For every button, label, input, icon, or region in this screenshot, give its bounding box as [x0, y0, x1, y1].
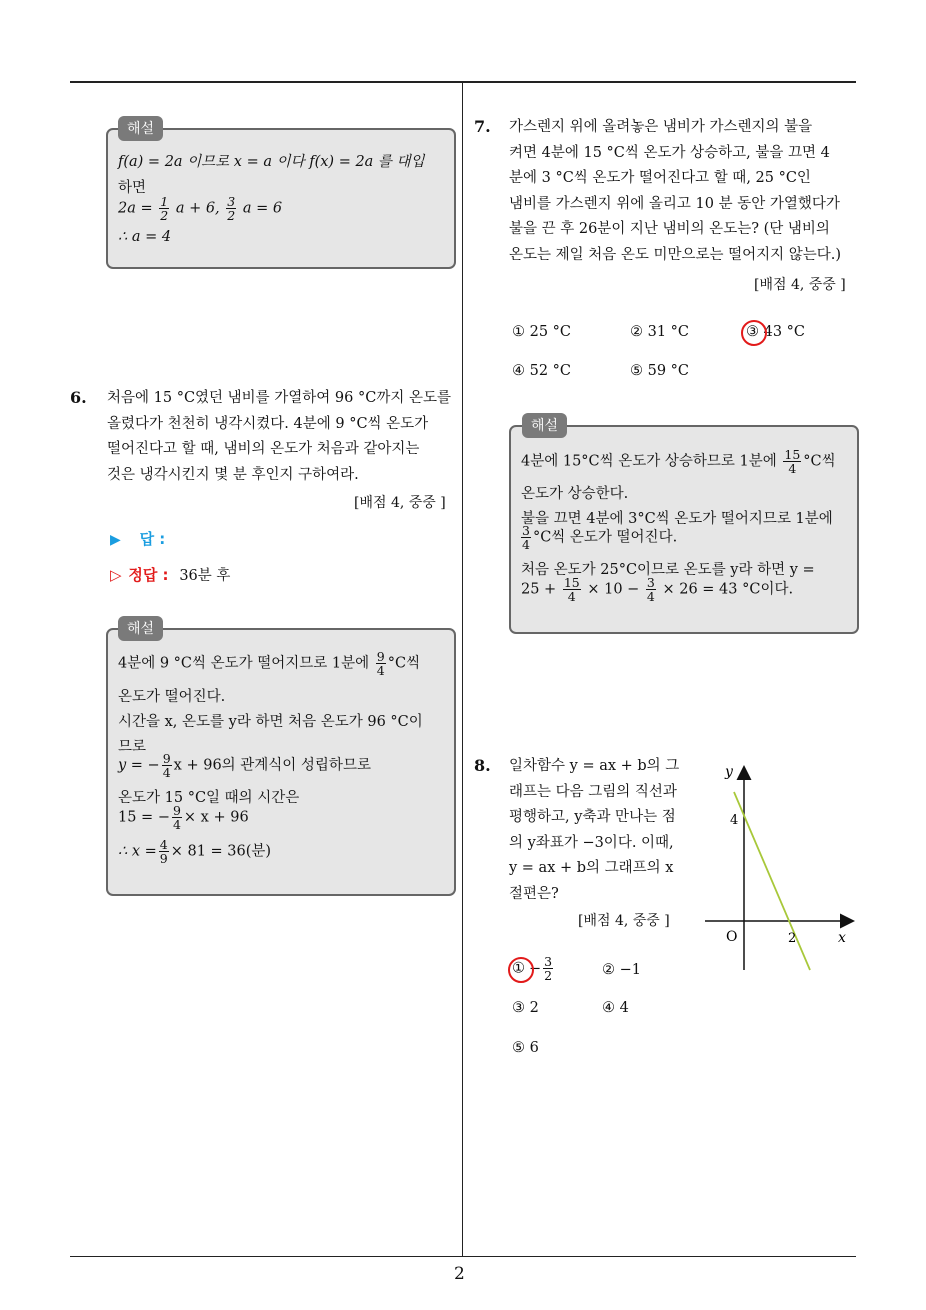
- question-line: 것은 냉각시킨지 몇 분 후인지 구하여라.: [107, 466, 359, 483]
- correct-answer-row: [110, 564, 230, 585]
- question-line: 의 y좌표가 −3이다. 이때,: [509, 834, 674, 851]
- question-line: 떨어진다고 할 때, 냄비의 온도가 처음과 같아지는: [107, 441, 420, 457]
- question-line: 가스렌지 위에 올려놓은 냄비가 가스렌지의 불을: [509, 119, 813, 135]
- outline-triangle-icon: ▷: [110, 566, 122, 584]
- option-2[interactable]: ② −1: [602, 962, 641, 978]
- option-5[interactable]: ⑤ 6: [512, 1040, 539, 1056]
- fraction: $\frac{9}{4}$: [162, 751, 171, 780]
- question-line: 냄비를 가스렌지 위에 올리고 10 분 동안 가열했다가: [509, 195, 840, 212]
- question-line: 불을 끈 후 26분이 지난 냄비의 온도는? (단 냄비의: [509, 221, 830, 237]
- filled-triangle-icon: ▶: [110, 532, 121, 548]
- solution-line: 25 + $\frac{15}{4}$ × 10 − $\frac{3}{4}$ × 26 = 43 °C이다.: [521, 575, 794, 604]
- solution-conclusion: ∴ a = 4: [118, 229, 172, 245]
- fraction: $\frac{3}{4}$: [522, 523, 530, 552]
- solution-equation: 2a = $\frac{1}{2}$ a + 6, $\frac{3}{2}$ a = 6: [118, 194, 283, 223]
- solution-line: $\frac{3}{4}$ °C씩 온도가 떨어진다.: [522, 523, 678, 552]
- graph-line: [734, 792, 810, 970]
- option-4[interactable]: ④ 4: [602, 1000, 629, 1016]
- solution-line: y = − $\frac{9}{4}$ x + 96의 관계식이 성립하므로: [118, 751, 371, 780]
- solution-line: 불을 끄면 4분에 3°C씩 온도가 떨어지므로 1분에: [521, 511, 833, 527]
- solution-line: ∴ x = $\frac{4}{9}$ × 81 = 36(분): [118, 837, 272, 866]
- solution-line: 4분에 15°C씩 온도가 상승하므로 1분에 $\frac{15}{4}$ °C씩: [521, 447, 836, 476]
- answer-label: 답 :: [139, 530, 166, 548]
- question-line: 평행하고, y축과 만나는 점: [509, 809, 676, 825]
- solution-line: 4분에 9 °C씩 온도가 떨어지므로 1분에 $\frac{9}{4}$ °C씩: [118, 649, 421, 678]
- option-1[interactable]: ① − $\frac{3}{2}$: [512, 954, 553, 983]
- x-axis-label: x: [838, 930, 846, 946]
- solution-line: 시간을 x, 온도를 y라 하면 처음 온도가 96 °C이: [118, 714, 423, 730]
- fraction: $\frac{15}{4}$: [784, 447, 801, 476]
- option-5[interactable]: ⑤ 59 °C: [630, 363, 690, 379]
- fraction: $\frac{4}{9}$: [159, 837, 168, 866]
- score-label: [배점 4, 중중 ]: [578, 913, 670, 929]
- question-6-text: [107, 386, 457, 488]
- fraction: $\frac{3}{4}$: [646, 575, 655, 604]
- answer-row: [110, 528, 165, 549]
- solution-line: 므로: [118, 739, 147, 755]
- question-line: 올렸다가 천천히 냉각시켰다. 4분에 9 °C씩 온도가: [107, 415, 429, 432]
- option-4[interactable]: ④ 52 °C: [512, 363, 572, 379]
- solution-line: 온도가 떨어진다.: [118, 689, 226, 705]
- question-line: 켜면 4분에 15 °C씩 온도가 상승하고, 불을 끄면 4: [509, 144, 830, 161]
- selected-answer-mark: [741, 320, 767, 346]
- solution-tag: 해설: [118, 116, 163, 141]
- solution-line: f(a) = 2a 이므로 x = a 이다 f(x) = 2a 를 대입: [118, 154, 425, 170]
- fraction: $\frac{1}{2}$: [160, 194, 169, 223]
- x-tick-label: 2: [788, 931, 797, 946]
- question-number: 7.: [474, 117, 491, 136]
- selected-answer-mark: [508, 957, 534, 983]
- option-3[interactable]: ③ 43 °C: [746, 324, 806, 340]
- solution-tag: 해설: [522, 413, 567, 438]
- solution-line: 온도가 15 °C일 때의 시간은: [118, 790, 300, 806]
- linear-graph: [700, 760, 860, 980]
- question-line: 절편은?: [509, 885, 559, 902]
- correct-value: 36분 후: [179, 568, 231, 584]
- score-label: [배점 4, 중중 ]: [354, 495, 446, 511]
- correct-label: 정답 :: [128, 566, 169, 584]
- question-line: 분에 3 °C씩 온도가 떨어진다고 할 때, 25 °C인: [509, 170, 811, 186]
- fraction: $\frac{3}{2}$: [544, 954, 553, 983]
- fraction: $\frac{9}{4}$: [376, 649, 385, 678]
- option-3[interactable]: ③ 2: [512, 1000, 539, 1016]
- score-label: [배점 4, 중중 ]: [754, 277, 846, 293]
- top-rule: [70, 81, 856, 83]
- question-line: y = ax + b의 그래프의 x: [509, 860, 674, 876]
- fraction: $\frac{15}{4}$: [563, 575, 580, 604]
- y-axis-label: y: [725, 764, 733, 780]
- solution-line: 처음 온도가 25°C이므로 온도를 y라 하면 y =: [521, 562, 815, 578]
- solution-line: 온도가 상승한다.: [521, 486, 629, 502]
- question-line: 래프는 다음 그림의 직선과: [509, 783, 677, 800]
- origin-label: O: [726, 929, 738, 945]
- fraction: $\frac{3}{2}$: [227, 194, 236, 223]
- page-number: 2: [454, 1264, 465, 1284]
- column-divider: [462, 83, 463, 1257]
- solution-line: 하면: [118, 180, 147, 196]
- question-8-text: [509, 754, 694, 907]
- solution-line: 15 = − $\frac{9}{4}$ × x + 96: [118, 803, 249, 832]
- question-line: 처음에 15 °C였던 냄비를 가열하여 96 °C까지 온도를: [107, 390, 451, 406]
- question-number: 6.: [70, 388, 87, 407]
- question-7-text: [509, 115, 859, 268]
- fraction: $\frac{9}{4}$: [172, 803, 181, 832]
- y-tick-label: 4: [730, 813, 739, 828]
- bottom-rule: [70, 1256, 856, 1257]
- option-1[interactable]: ① 25 °C: [512, 324, 572, 340]
- question-line: 일차함수 y = ax + b의 그: [509, 758, 680, 774]
- question-number: 8.: [474, 756, 491, 775]
- solution-tag: 해설: [118, 616, 163, 641]
- option-2[interactable]: ② 31 °C: [630, 324, 690, 340]
- question-line: 온도는 제일 처음 온도 미만으로는 떨어지지 않는다.): [509, 246, 842, 263]
